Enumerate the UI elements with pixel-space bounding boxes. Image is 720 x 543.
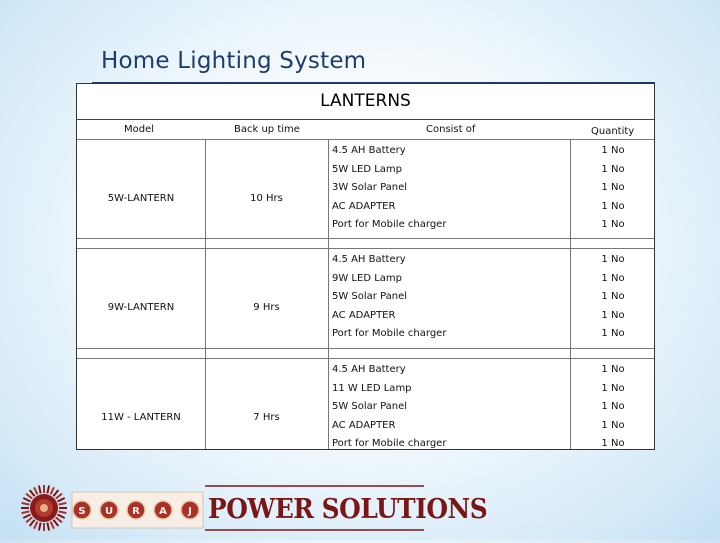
quantity-cell: 1 No [601, 382, 625, 394]
column-header-consist: Consist of [426, 124, 476, 135]
component-cell: 3W Solar Panel [332, 182, 408, 193]
sun-ray [59, 511, 67, 513]
component-cell: 4.5 AH Battery [332, 254, 406, 265]
logo-letter: U [104, 506, 114, 517]
quantity-cell: 1 No [601, 438, 625, 449]
sun-ray [47, 486, 49, 494]
quantity-cell: 1 No [601, 309, 625, 321]
quantity-cell: 1 No [601, 328, 625, 339]
sun-ray [26, 517, 32, 522]
sun-ray [39, 523, 41, 531]
backup-time-cell: 9 Hrs [253, 302, 280, 313]
sun-ray [53, 490, 58, 496]
column-header-model: Model [124, 124, 155, 135]
sun-ray [47, 523, 49, 531]
sun-ray [22, 511, 30, 513]
sun-ray [30, 520, 35, 526]
quantity-cell: 1 No [601, 182, 625, 193]
logo-letter: S [78, 506, 86, 517]
quantity-cell: 1 No [601, 145, 625, 156]
logo-letter: R [132, 506, 140, 517]
sun-ray [53, 520, 58, 526]
sun-ray [22, 503, 30, 505]
sun-ray [26, 494, 32, 499]
sun-ray [23, 515, 30, 518]
quantity-cell: 1 No [601, 219, 625, 230]
component-cell: 4.5 AH Battery [332, 145, 406, 156]
quantity-cell: 1 No [601, 163, 625, 175]
sun-ray [51, 487, 54, 494]
group-divider [77, 238, 654, 239]
lanterns-table [76, 83, 655, 450]
component-cell: 4.5 AH Battery [332, 364, 406, 375]
model-cell: 11W - LANTERN [101, 412, 181, 423]
quantity-cell: 1 No [601, 254, 625, 265]
sun-ray [58, 498, 65, 501]
column-header-quantity: Quantity [591, 126, 635, 137]
component-cell: 5W Solar Panel [332, 401, 408, 412]
component-cell: AC ADAPTER [332, 309, 396, 321]
sun-ray [56, 494, 62, 499]
quantity-cell: 1 No [601, 200, 625, 212]
logo-text: POWER SOLUTIONS [208, 494, 488, 525]
sun-ray [39, 486, 41, 494]
component-cell: Port for Mobile charger [332, 219, 447, 230]
column-header-backup: Back up time [234, 124, 300, 135]
group-divider [77, 248, 654, 249]
sun-ray [58, 515, 65, 518]
backup-time-cell: 10 Hrs [250, 193, 283, 204]
sun-ray [34, 522, 37, 529]
page-title: Home Lighting System [101, 48, 367, 74]
component-cell: Port for Mobile charger [332, 328, 447, 339]
sun-ray [51, 522, 54, 529]
sun-icon [21, 485, 67, 531]
component-cell: 11 W LED Lamp [332, 382, 412, 394]
column-divider [205, 139, 206, 449]
component-cell: Port for Mobile charger [332, 438, 447, 449]
quantity-cell: 1 No [601, 419, 625, 431]
group-divider [77, 348, 654, 349]
heading-divider [77, 119, 654, 120]
component-cell: AC ADAPTER [332, 200, 396, 212]
model-cell: 5W-LANTERN [107, 193, 175, 204]
sun-ray [59, 503, 67, 505]
component-cell: AC ADAPTER [332, 419, 396, 431]
sun-ray [30, 490, 35, 496]
quantity-cell: 1 No [601, 401, 625, 412]
logo-letter: J [188, 506, 192, 517]
quantity-cell: 1 No [601, 272, 625, 284]
table-heading: LANTERNS [320, 91, 411, 111]
backup-time-cell: 7 Hrs [253, 412, 280, 423]
group-divider [77, 358, 654, 359]
model-cell: 9W-LANTERN [107, 302, 175, 313]
component-cell: 5W Solar Panel [332, 291, 408, 302]
column-divider [328, 139, 329, 449]
component-cell: 5W LED Lamp [332, 163, 402, 175]
sun-ray [23, 498, 30, 501]
sun-ray [56, 517, 62, 522]
component-cell: 9W LED Lamp [332, 272, 402, 284]
sun-ray [34, 487, 37, 494]
group-divider [77, 139, 654, 140]
quantity-cell: 1 No [601, 364, 625, 375]
quantity-cell: 1 No [601, 291, 625, 302]
logo-letter: A [159, 506, 167, 517]
